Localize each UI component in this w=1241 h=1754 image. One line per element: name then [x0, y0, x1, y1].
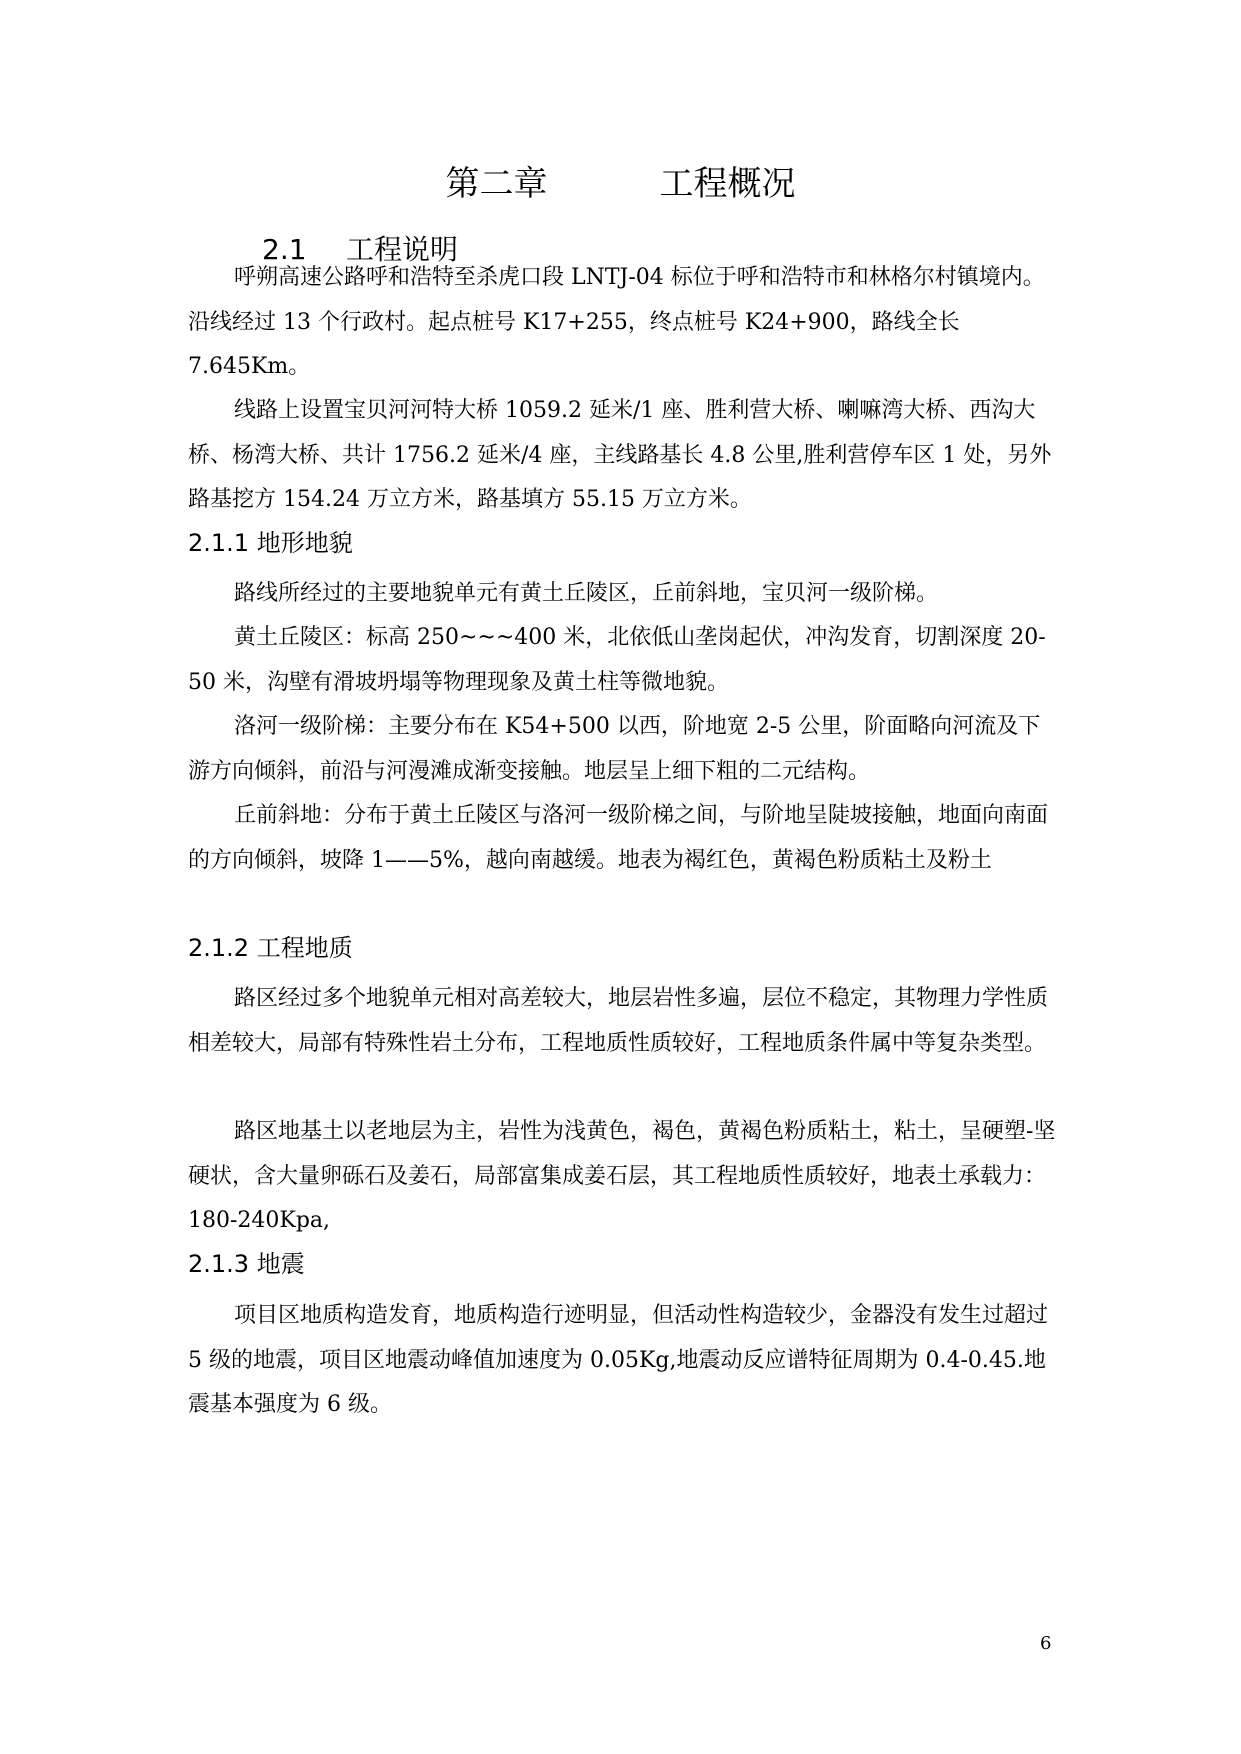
section-number: 2.1: [262, 233, 307, 266]
section-heading-2-1-2: 2.1.2 工程地质: [188, 934, 353, 962]
paragraph-foundation-soil: 路区地基土以老地层为主，岩性为浅黄色，褐色，黄褐色粉质粘土，粘土，呈硬塑-坚硬状，含大量卵砾石及姜石，局部富集成姜石层，其工程地质性质较好，地表土承载力：180-240Kpa,: [188, 1119, 1056, 1233]
paragraph-piedmont-slope: 丘前斜地：分布于黄土丘陵区与洛河一级阶梯之间，与阶地呈陡坡接触，地面向南面的方向倾斜，坡降 1——5%，越向南越缓。地表为褐红色，黄褐色粉质粘土及粉土: [188, 803, 1049, 873]
chapter-title: [0, 158, 1241, 210]
paragraph-geology-overview: 路区经过多个地貌单元相对高差较大，地层岩性多遍，层位不稳定，其物理力学性质相差较大，局部有特殊性岩土分布，工程地质性质较好，工程地质条件属中等复杂类型。: [188, 986, 1049, 1056]
paragraph-river-terrace: 洛河一级阶梯：主要分布在 K54+500 以西，阶地宽 2-5 公里，阶面略向河流及下游方向倾斜，前沿与河漫滩成渐变接触。地层呈上细下粗的二元结构。: [188, 714, 1041, 784]
section-heading-2-1-1: 2.1.1 地形地貌: [188, 529, 353, 557]
paragraph-landform-units: 路线所经过的主要地貌单元有黄土丘陵区，丘前斜地，宝贝河一级阶梯。: [234, 581, 939, 606]
paragraph-loess-hills: 黄土丘陵区：标高 250~~~400 米，北依低山垄岗起伏，冲沟发育，切割深度 20-50 米，沟壁有滑坡坍塌等物理现象及黄土柱等微地貌。: [188, 625, 1046, 695]
paragraph-earthquake: 项目区地质构造发育，地质构造行迹明显，但活动性构造较少，金器没有发生过超过 5 级的地震，项目区地震动峰值加速度为 0.05Kg,地震动反应谱特征周期为 0.4-0.45.地震基本强度为 6 级。: [188, 1303, 1049, 1417]
chapter-name: 工程概况: [659, 164, 796, 204]
section-heading-2-1-3: 2.1.3 地震: [188, 1250, 305, 1278]
chapter-number: 第二章: [445, 164, 548, 204]
paragraph-project-location: 呼朔高速公路呼和浩特至杀虎口段 LNTJ-04 标位于呼和浩特市和林格尔村镇境内。沿线经过 13 个行政村。起点桩号 K17+255，终点桩号 K24+900，路线全长 7.645Km。: [188, 265, 1045, 379]
page-number: 6: [1040, 1633, 1052, 1654]
paragraph-bridges: 线路上设置宝贝河河特大桥 1059.2 延米/1 座、胜利营大桥、喇嘛湾大桥、西沟大桥、杨湾大桥、共计 1756.2 延米/4 座，主线路基长 4.8 公里,胜利营停车区 1 处，另外路基挖方 154.24 万立方米，路基填方 55.15 万立方米。: [188, 398, 1052, 512]
section-title: 工程说明: [346, 233, 459, 266]
